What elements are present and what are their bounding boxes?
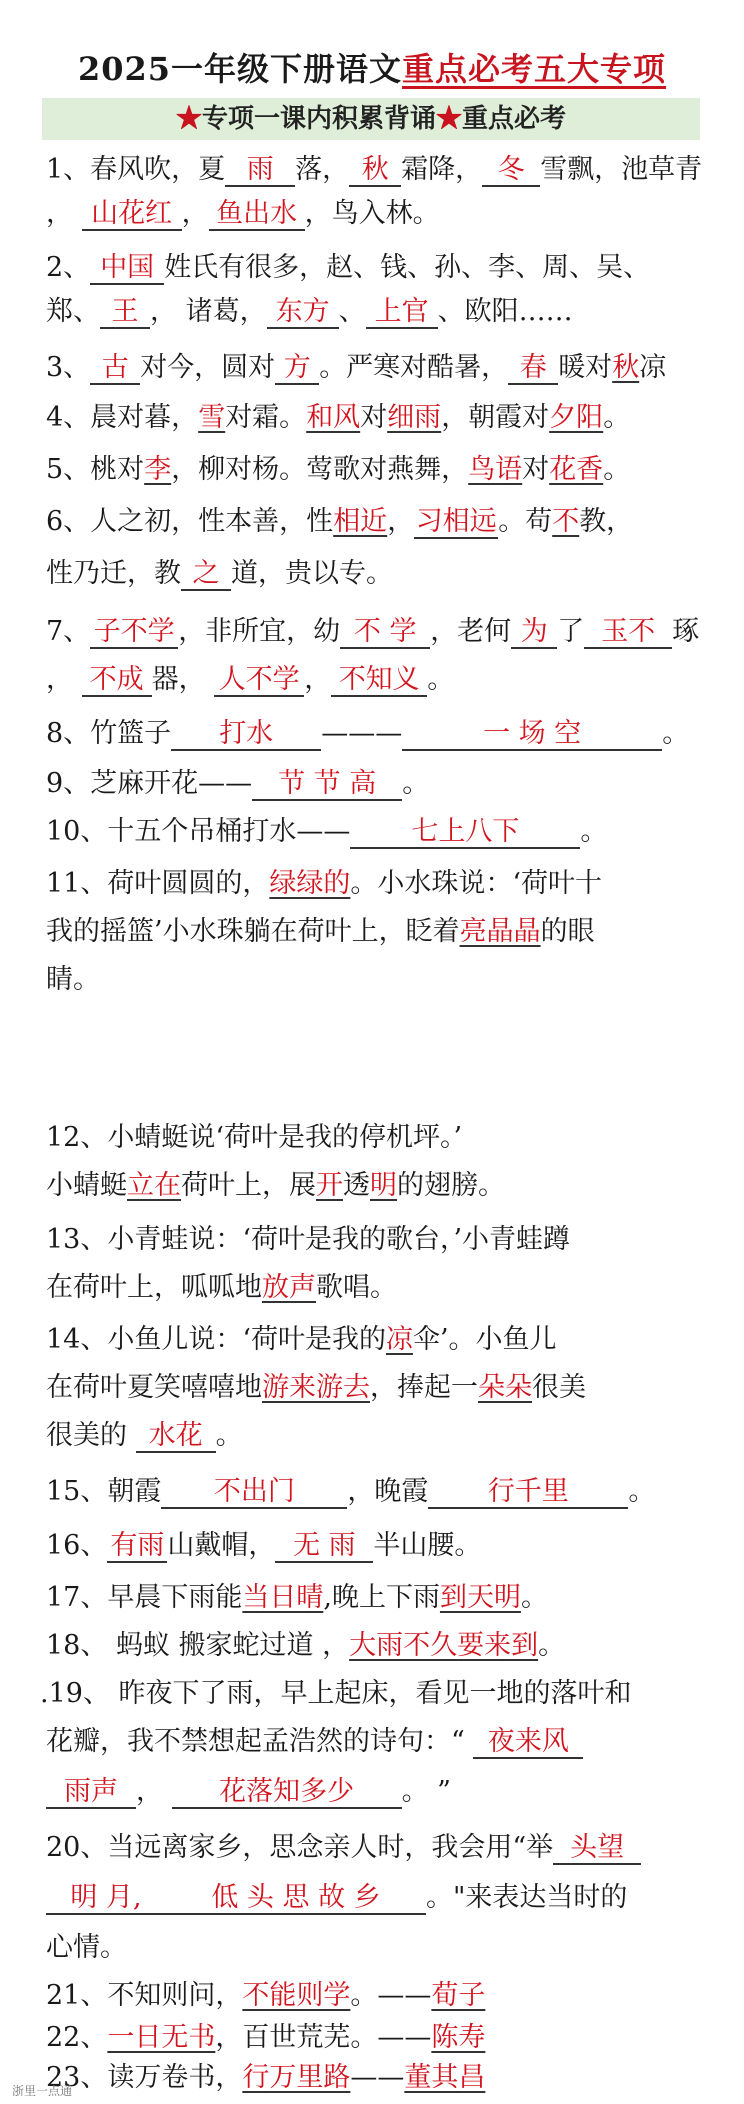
text-segment: 22、 [46,2022,108,2053]
answer-blank: 之 [181,559,231,591]
text-segment: 对 [360,402,388,433]
answer-blank: 东方 [267,297,339,329]
answer: 秋 [612,352,640,383]
answer: 和风 [306,402,361,433]
text-segment: 。—— [350,1980,432,2011]
text-segment: 落， [295,154,350,185]
item-5 [46,452,716,488]
text-segment: 8、竹篮子 [46,718,172,749]
answer: 凉 [385,1324,413,1355]
answer: 朵朵 [478,1372,532,1403]
item-9 [46,766,716,802]
item-8 [46,716,716,752]
item-2-line-1 [46,250,716,286]
answer: 雪 [198,402,226,433]
text-segment: 。 [662,718,690,749]
item-6-line-2 [46,556,716,592]
text-segment: ，晚霞 [347,1476,429,1507]
answer-blank: 头望 [553,1833,641,1865]
answer: 陈寿 [431,2022,486,2053]
item-1-line-2 [46,196,716,232]
text-segment: 对 [522,454,550,485]
title-highlight: 重点必考五大专项 [402,50,667,88]
answer: 游来游去 [262,1372,370,1403]
answer-blank: 鱼出水 [209,199,305,231]
text-segment: 透 [343,1170,370,1201]
text-segment: 21、不知则问， [46,1980,243,2011]
text-segment: ，朝霞对 [441,402,550,433]
text-segment: 教， [579,506,634,537]
text-segment: 3、 [46,352,91,383]
answer-blank: 一 场 空 [402,719,662,751]
answer-blank: 秋 [349,155,401,187]
text-segment: 雪飘，池草青 [540,154,703,185]
text-segment: 凉 [639,352,667,383]
text-segment: ， [181,198,209,229]
answer: 当日晴 [242,1582,324,1613]
item-14-line-2 [46,1370,716,1406]
text-segment: 性乃迁，教 [46,558,181,589]
item-20-line-3 [46,1930,716,1966]
item-11-line-1 [46,866,716,902]
text-segment: ，柳对杨。莺歌对燕舞， [171,454,469,485]
text-segment: 了 [557,616,585,647]
answer-blank: 冬 [482,155,540,187]
answer: 夕阳 [549,402,604,433]
text-segment: 。 [603,402,631,433]
answer: 大雨不久 [349,1630,458,1661]
answer-blank: 无 雨 [275,1531,373,1563]
answer: 不 [552,506,580,537]
item-15 [46,1474,716,1510]
star-icon: ★ [175,104,202,134]
watermark-footer: 浙里一点通 [12,2084,73,2098]
answer: 李 [144,454,172,485]
text-segment: 山戴帽， [167,1530,276,1561]
item-23 [46,2060,716,2096]
answer-blank: 方 [275,353,319,385]
item-12-line-2 [46,1168,716,1204]
item-7-line-2 [46,662,716,698]
answer-blank: 不知义 [331,665,427,697]
answer-blank: 子不学 [90,617,178,649]
answer-blank: 为 [511,617,557,649]
item-7-line-1 [46,614,716,650]
answer-blank: 山花红 [82,199,182,231]
answer: 绿绿的 [269,868,351,899]
text-segment: 的眼 [540,916,595,947]
item-4 [46,400,716,436]
text-segment: 在荷叶夏笑嘻嘻地 [46,1372,262,1403]
answer-blank: 人不学 [214,665,304,697]
text-segment: 。 [628,1476,656,1507]
text-segment: 在荷叶上，呱呱地 [46,1272,262,1303]
text-segment: 很美 [532,1372,586,1403]
answer: 细雨 [387,402,442,433]
text-segment: 器， [151,664,206,695]
text-segment: .19、 昨夜下了雨，早上起床，看见一地的落叶和 [40,1678,632,1709]
answer: 不能则学 [242,1980,351,2011]
text-segment: 心情。 [46,1932,127,1963]
answer: 到天明 [439,1582,521,1613]
text-segment: 半山腰。 [373,1530,482,1561]
answer: 鸟语 [468,454,523,485]
text-segment: 。 ” [401,1776,451,1807]
text-segment: 14、小鱼儿说：‘荷叶是我的 [46,1324,386,1355]
answer: 明 [370,1170,397,1201]
text-segment: 7、 [46,616,91,647]
item-21 [46,1978,716,2014]
text-segment: 暖对 [558,352,613,383]
text-segment: 5、桃对 [46,454,145,485]
text-segment: 。小水珠说：‘荷叶十 [350,868,602,899]
text-segment: 11、荷叶圆圆的， [46,868,270,899]
answer: 荀子 [431,1980,486,2011]
text-segment: 9、芝麻开花—— [46,768,253,799]
text-segment: ，捧起一 [370,1372,478,1403]
answer: 开 [316,1170,343,1201]
text-segment: 2、 [46,252,91,283]
text-segment: 16、 [46,1530,108,1561]
item-11-line-2 [46,914,716,950]
text-segment: 。苟 [498,506,553,537]
text-segment: 睛。 [46,964,100,995]
answer-blank: 上官 [366,297,438,329]
text-segment: 霜降， [401,154,483,185]
answer-blank: 王 [100,297,150,329]
text-segment: 对今，圆对 [140,352,276,383]
item-2-line-2 [46,294,716,330]
answer-blank: 夜来风 [473,1727,583,1759]
text-segment: 15、朝霞 [46,1476,162,1507]
item-19-line-1 [40,1676,710,1712]
answer-blank: 行千里 [428,1477,628,1509]
text-segment: 6、人之初，性本善，性 [46,506,334,537]
answer-blank: 习相远 [415,506,497,537]
answer: 行万里路 [242,2062,351,2093]
answer-blank: 花落知多少 [172,1777,402,1809]
text-segment: 的翅膀。 [397,1170,505,1201]
item-3 [46,350,716,386]
text-segment: ，非所宜，幼 [178,616,341,647]
item-14-line-3 [46,1418,716,1454]
answer-blank: 有雨 [107,1531,167,1563]
answer: 放声 [262,1272,316,1303]
text-segment: 道，贵以专。 [231,558,393,589]
text-segment: ， [304,664,332,695]
text-segment: 歌唱。 [316,1272,397,1303]
item-16 [46,1528,716,1564]
answer-blank: 水花 [136,1421,216,1453]
answer-blank: 古 [90,353,140,385]
answer-blank: 打水 [171,719,321,751]
text-segment: 。 [580,816,608,847]
answer-blank: 明 月, [46,1883,166,1915]
text-segment: —— [350,2062,405,2093]
text-segment: 很美的 [46,1420,127,1451]
answer: 要来到 [457,1630,539,1661]
answer: 一日无书 [107,2022,216,2053]
text-segment: 。"来表达当时的 [426,1882,628,1913]
text-segment: 。 [520,1582,548,1613]
text-segment: 花瓣，我不禁想起孟浩然的诗句：“ [46,1726,465,1757]
answer-blank: 七上八下 [350,817,580,849]
page-title: 2025一年级下册语文重点必考五大专项 [77,50,667,88]
text-segment: 对霜。 [225,402,307,433]
text-segment: 。 [427,664,455,695]
answer-blank: 节 节 高 [252,769,402,801]
text-segment: 23、读万卷书， [46,2062,243,2093]
text-segment: 4、晨对暮， [46,402,199,433]
text-segment: 琢 [672,616,700,647]
text-segment: 荷叶上，展 [181,1170,316,1201]
answer-blank: 低 头 思 故 乡 [166,1883,426,1915]
text-segment: ，鸟入林。 [304,198,440,229]
answer: 董其昌 [404,2062,486,2093]
item-18 [46,1628,716,1664]
item-11-line-3 [46,962,716,998]
item-14-line-1 [46,1322,716,1358]
item-12-line-1 [46,1120,716,1156]
text-segment: 。 [215,1420,243,1451]
item-10 [46,814,716,850]
item-20-line-2 [46,1880,716,1916]
answer: 立在 [127,1170,181,1201]
item-22 [46,2020,716,2056]
text-segment: 、欧阳…… [437,296,573,327]
text-segment: ， [46,664,73,695]
section-banner: ★专项一课内积累背诵★重点必考 [42,98,700,140]
item-13-line-2 [46,1270,716,1306]
answer: 亮晶晶 [459,916,541,947]
answer-blank: 雨声 [46,1777,136,1809]
text-segment: 。 [402,768,430,799]
text-segment: 20、当远离家乡，思念亲人时，我会用“举 [46,1832,554,1863]
text-segment: ， 诸葛， [150,296,267,327]
item-19-line-2 [46,1724,716,1760]
text-segment: 伞’。小鱼儿 [412,1324,557,1355]
text-segment: ,晚上下雨 [323,1582,440,1613]
text-segment: 姓氏有很多，赵、钱、孙、李、周、吴、 [164,252,651,283]
text-segment: ， [136,1776,163,1807]
text-segment: 10、十五个吊桶打水—— [46,816,351,847]
text-segment: 。 [538,1630,566,1661]
item-1-line-1 [46,152,716,188]
star-icon: ★ [436,104,463,134]
answer: 相近 [333,506,388,537]
text-segment: 17、早晨下雨能 [46,1582,243,1613]
text-segment: 我的摇篮’小水珠躺在荷叶上，眨着 [46,916,460,947]
answer-blank: 不出门 [161,1477,347,1509]
answer-blank: 不 学 [340,617,430,649]
text-segment: 小蜻蜓 [46,1170,127,1201]
text-segment: 、 [338,296,366,327]
answer-blank: 不成 [82,665,152,697]
text-segment: 18、 蚂蚁 搬家蛇过道 ， [46,1630,350,1661]
answer-blank: 春 [508,353,558,385]
text-segment: 1、春风吹，夏 [46,154,226,185]
text-segment: 郑、 [46,296,100,327]
text-segment: 。 [603,454,631,485]
answer-blank: 中国 [90,253,164,285]
text-segment: ，老何 [430,616,512,647]
answer: 花香 [549,454,604,485]
text-segment: ，百世荒芜。—— [215,2022,432,2053]
item-17 [46,1580,716,1616]
item-13-line-1 [46,1222,716,1258]
answer-blank: 雨 [225,155,295,187]
item-6-line-1 [46,504,716,540]
text-segment: ——— [321,718,403,749]
text-segment: ， [46,198,73,229]
text-segment: 13、小青蛙说：‘荷叶是我的歌台，’小青蛙蹲 [46,1224,571,1255]
item-19-line-3 [46,1774,716,1810]
text-segment: 。严寒对酷暑， [319,352,509,383]
text-segment: ， [387,506,415,537]
item-20-line-1 [46,1830,716,1866]
answer-blank: 玉不 [584,617,672,649]
text-segment: 12、小蜻蜓说‘荷叶是我的停机坪。’ [46,1122,463,1153]
